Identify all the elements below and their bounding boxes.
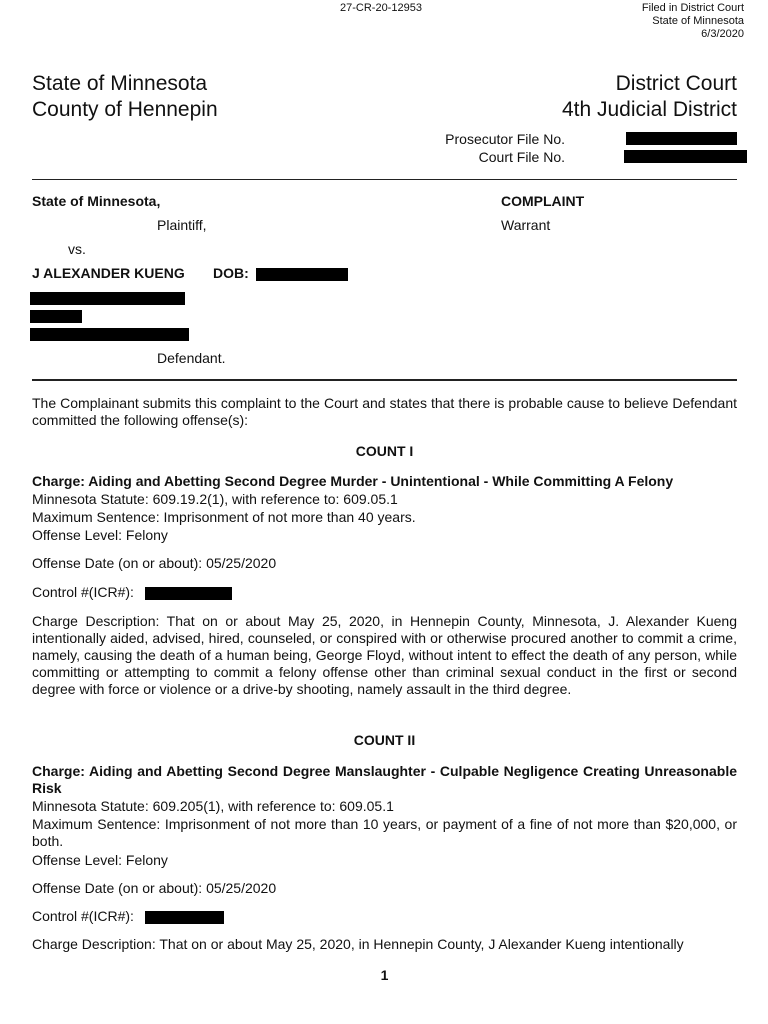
caption-divider	[32, 179, 737, 180]
count-1-description: Charge Description: That on or about May 25, 2020, in Hennepin County, Minnesota, J. Alexander Kueng intentionally aided, advised, hired, counseled, or conspired with or otherwise procured another to commit a crime, namely, causing the death of a human being, George Floyd, without intent to effect the death of any person, while committing or attempting to commit a felony offense other than criminal sexual conduct in the first or second degree with force or violence or a drive-by shooting, namely assault in the third degree.	[32, 613, 737, 697]
filed-line-2: State of Minnesota	[652, 15, 744, 27]
intro-paragraph: The Complainant submits this complaint to the Court and states that there is probable cause to believe Defendant committed the following offense(s):	[32, 395, 737, 428]
count-1-charge: Charge: Aiding and Abetting Second Degree Murder - Unintentional - While Committing A Felony	[32, 473, 674, 489]
filed-line-1: Filed in District Court	[641, 2, 744, 14]
caption-state: State of Minnesota	[32, 72, 208, 95]
count-2-offense-date: Offense Date (on or about): 05/25/2020	[32, 880, 277, 896]
count-2-control-label: Control #(ICR#):	[32, 908, 134, 924]
prosecutor-file-label: Prosecutor File No.	[445, 131, 565, 147]
court-file-redaction	[624, 150, 747, 163]
count-1-control-redaction	[145, 587, 232, 600]
caption-court: District Court	[615, 72, 737, 95]
parties-divider	[32, 379, 737, 381]
filing-stamp	[642, 2, 744, 41]
address-redaction-1	[30, 292, 185, 305]
case-number: 27-CR-20-12953	[340, 2, 422, 14]
count-2-title: COUNT II	[353, 732, 416, 748]
count-1-statute: Minnesota Statute: 609.19.2(1), with reference to: 609.05.1	[32, 491, 398, 507]
count-1-max-sentence: Maximum Sentence: Imprisonment of not more than 40 years.	[32, 509, 416, 525]
document-type: COMPLAINT	[501, 193, 585, 209]
count-1-control-label: Control #(ICR#):	[32, 584, 134, 600]
count-1-offense-date: Offense Date (on or about): 05/25/2020	[32, 555, 277, 571]
count-2-statute: Minnesota Statute: 609.205(1), with reference to: 609.05.1	[32, 798, 394, 814]
plaintiff-role: Plaintiff,	[157, 217, 207, 233]
caption-district: 4th Judicial District	[561, 98, 737, 121]
dob-label: DOB:	[213, 265, 249, 281]
count-2-max-sentence: Maximum Sentence: Imprisonment of not more than 10 years, or payment of a fine of not more than $20,000, or both.	[32, 816, 737, 849]
defendant-role: Defendant.	[157, 350, 226, 366]
document-subtype: Warrant	[501, 217, 551, 233]
plaintiff-name: State of Minnesota,	[32, 193, 161, 209]
address-redaction-2	[30, 310, 82, 323]
versus: vs.	[68, 241, 86, 257]
count-1-title: COUNT I	[355, 443, 414, 459]
defendant-name: J ALEXANDER KUENG	[32, 265, 185, 281]
count-2-description: Charge Description: That on or about May 25, 2020, in Hennepin County, J Alexander Kueng intentionally	[32, 936, 684, 952]
caption-county: County of Hennepin	[32, 98, 218, 121]
page-number: 1	[380, 967, 389, 983]
court-file-label: Court File No.	[478, 149, 565, 165]
count-1-offense-level: Offense Level: Felony	[32, 527, 168, 543]
address-redaction-3	[30, 328, 189, 341]
filed-date: 6/3/2020	[701, 28, 744, 40]
prosecutor-file-redaction	[626, 132, 737, 145]
dob-redaction	[256, 268, 348, 281]
count-2-offense-level: Offense Level: Felony	[32, 852, 168, 868]
count-2-control-redaction	[145, 911, 224, 924]
count-2-charge: Charge: Aiding and Abetting Second Degree Manslaughter - Culpable Negligence Creating Unreasonable Risk	[32, 763, 737, 796]
